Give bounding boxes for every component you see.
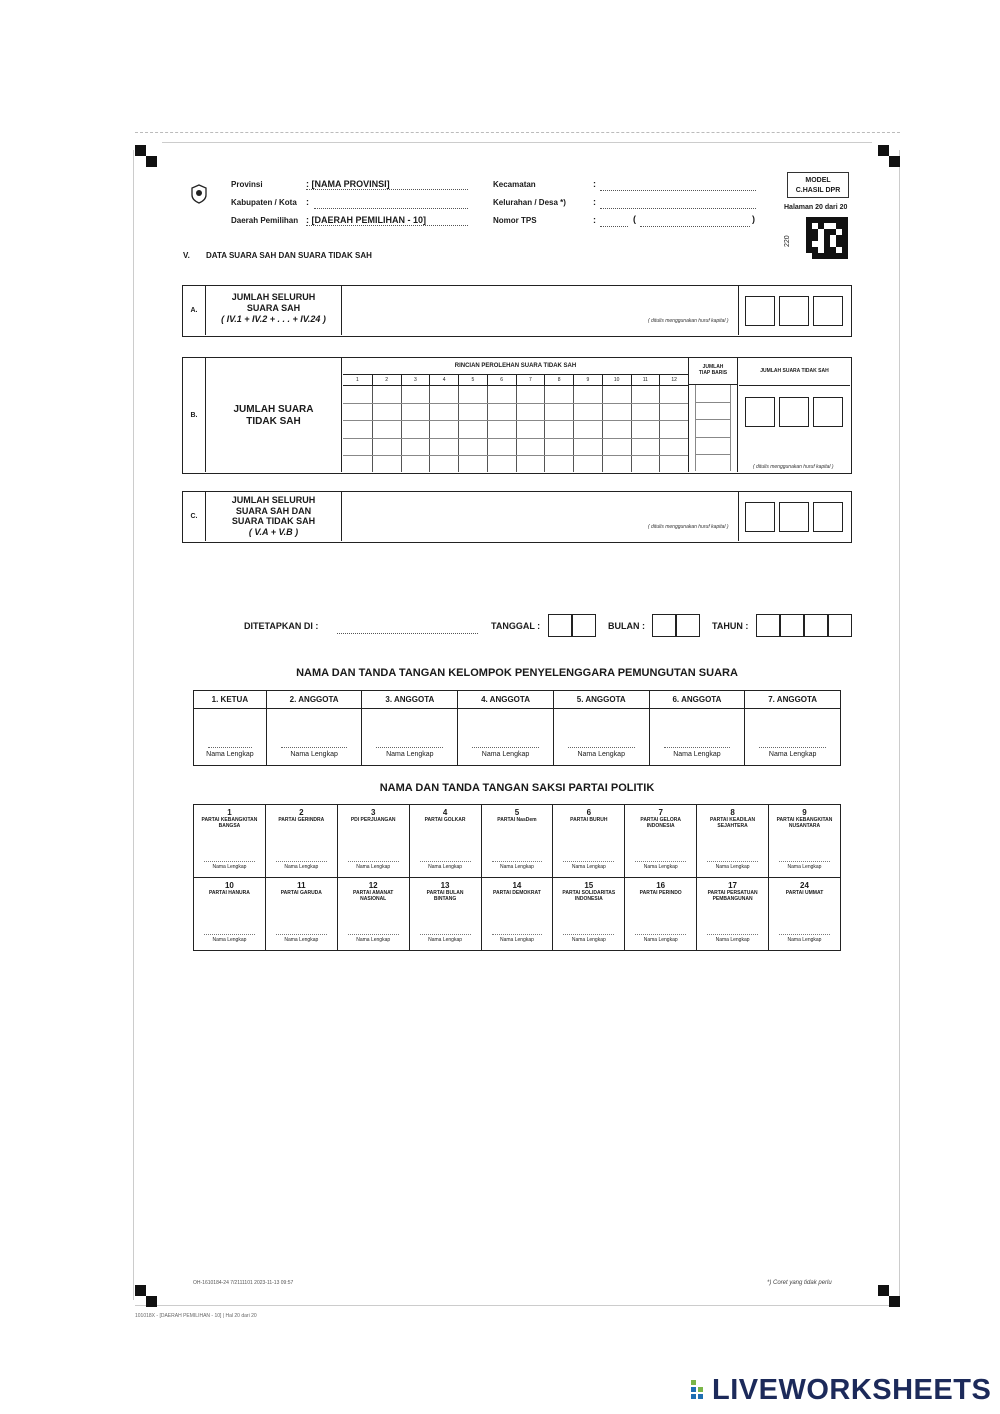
kpps-signature-cell[interactable] — [553, 709, 649, 766]
nama-lengkap-label: Nama Lengkap — [571, 864, 606, 870]
row-a-digit-3[interactable] — [813, 296, 843, 326]
rincian-title: RINCIAN PEROLEHAN SUARA TIDAK SAH — [343, 358, 688, 375]
party-name: PARTAI AMANAT NASIONAL — [353, 890, 394, 902]
jumlah-tiap-hline — [695, 454, 731, 455]
row-b-box — [182, 357, 852, 474]
tps-number-field[interactable] — [600, 216, 628, 227]
party-number: 24 — [800, 881, 809, 890]
row-a-digit-2[interactable] — [779, 296, 809, 326]
row-a-digit-1[interactable] — [745, 296, 775, 326]
row-c-label-4: ( V.A + V.B ) — [248, 526, 299, 537]
saksi-title: NAMA DAN TANDA TANGAN SAKSI PARTAI POLITIK — [379, 782, 655, 794]
halaman-label: Halaman 20 dari 20 — [784, 204, 848, 211]
rincian-grid-hline — [343, 420, 688, 421]
rincian-col-header: 11 — [631, 375, 660, 385]
kpps-signature-cell[interactable] — [745, 709, 841, 766]
frame-left — [133, 150, 134, 1300]
kpps-member-header: 5. ANGGOTA — [553, 691, 649, 709]
row-b-digit-3[interactable] — [813, 397, 843, 427]
party-name: PARTAI BURUH — [570, 817, 608, 823]
saksi-row-1 — [194, 805, 841, 878]
party-number: 1 — [227, 808, 232, 817]
jumlah-tiap-baris — [688, 358, 738, 472]
jumlah-tiap-vline — [730, 385, 731, 471]
saksi-row-2 — [194, 878, 841, 951]
signature-dotted-line — [707, 934, 758, 935]
rincian-col-header: 8 — [544, 375, 573, 385]
party-signature-cell[interactable] — [697, 878, 769, 951]
row-b-digit-1[interactable] — [745, 397, 775, 427]
party-signature-cell[interactable] — [481, 878, 553, 951]
signature-dotted-line — [492, 861, 543, 862]
party-signature-cell[interactable] — [265, 878, 337, 951]
nama-lengkap-label: Nama Lengkap — [787, 937, 822, 943]
nama-lengkap-label: Nama Lengkap — [356, 937, 391, 943]
bulan-label: BULAN : — [608, 621, 645, 631]
kpps-member-header: 3. ANGGOTA — [362, 691, 458, 709]
provinsi-field[interactable]: : [NAMA PROVINSI] — [306, 179, 468, 190]
registration-mark-bottom-right — [878, 1285, 900, 1307]
row-c-label — [206, 492, 342, 541]
kabupaten-label: Kabupaten / Kota — [231, 198, 297, 207]
section-number: V. — [183, 251, 190, 260]
party-name: PARTAI BULAN BINTANG — [426, 890, 464, 902]
tps-colon: : — [593, 215, 596, 225]
row-a-label-3: ( IV.1 + IV.2 + . . . + IV.24 ) — [221, 314, 326, 324]
rincian-grid-vline — [401, 386, 402, 472]
kecamatan-colon: : — [593, 179, 596, 189]
rincian-col-header: 4 — [429, 375, 458, 385]
jumlah-tiap-hline — [695, 437, 731, 438]
kecamatan-field[interactable] — [600, 180, 756, 191]
nama-lengkap-label: Nama Lengkap — [715, 864, 750, 870]
row-c-caption: ( ditulis menggunakan huruf kapital ) — [648, 524, 729, 530]
rincian-grid-hline — [343, 438, 688, 439]
signature-dotted-line — [664, 747, 731, 748]
kpps-member-header: 2. ANGGOTA — [266, 691, 362, 709]
kpps-member-header: 7. ANGGOTA — [745, 691, 841, 709]
row-b-label-2: TIDAK SAH — [246, 416, 301, 427]
jumlah-tiap-hline — [695, 402, 731, 403]
signature-dotted-line — [779, 934, 830, 935]
signature-dotted-line — [376, 747, 443, 748]
nama-lengkap-label: Nama Lengkap — [290, 751, 338, 758]
nama-lengkap-label: Nama Lengkap — [715, 937, 750, 943]
top-dashed-line — [135, 132, 900, 133]
jumlah-tiap-hline — [695, 419, 731, 420]
rincian-tally-area[interactable] — [343, 386, 688, 472]
kelurahan-colon: : — [593, 197, 596, 207]
signature-dotted-line — [563, 861, 614, 862]
party-signature-cell[interactable] — [265, 805, 337, 878]
party-signature-cell[interactable] — [769, 878, 841, 951]
kpps-header-row — [194, 691, 841, 709]
rincian-col-header: 12 — [659, 375, 688, 385]
row-c-label-3: SUARA TIDAK SAH — [231, 516, 316, 526]
tanggal-label: TANGGAL : — [491, 621, 541, 631]
nama-lengkap-label: Nama Lengkap — [787, 864, 822, 870]
liveworksheets-logo-icon — [690, 1378, 710, 1404]
registration-mark-bottom-left — [135, 1285, 157, 1307]
row-a-caption: ( ditulis menggunakan huruf kapital ) — [648, 318, 729, 324]
rincian-col-header: 7 — [516, 375, 545, 385]
party-signature-cell[interactable] — [337, 878, 409, 951]
party-signature-cell[interactable] — [194, 805, 266, 878]
party-number: 14 — [512, 881, 522, 890]
nama-lengkap-label: Nama Lengkap — [212, 937, 247, 943]
signature-dotted-line — [635, 861, 686, 862]
party-signature-cell[interactable] — [553, 805, 625, 878]
jumlah-tiap-vline — [695, 385, 696, 471]
party-signature-cell[interactable] — [625, 878, 697, 951]
party-name: PARTAI DEMOKRAT — [493, 890, 541, 896]
nama-lengkap-label: Nama Lengkap — [571, 937, 606, 943]
nama-lengkap-label: Nama Lengkap — [284, 937, 319, 943]
party-signature-cell[interactable] — [409, 878, 481, 951]
party-number: 16 — [656, 881, 666, 890]
signature-dotted-line — [204, 934, 255, 935]
kpps-signature-cell[interactable] — [458, 709, 554, 766]
party-number: 6 — [586, 808, 592, 817]
party-signature-cell[interactable] — [625, 805, 697, 878]
kpps-table — [193, 690, 841, 766]
party-name: PARTAI HANURA — [208, 890, 250, 896]
row-a-label — [206, 286, 342, 335]
row-a-letter: A. — [183, 286, 206, 335]
watermark-text: LIVEWORKSHEETS — [712, 1374, 992, 1406]
party-name: PARTAI KEBANGKITAN BANGSA — [201, 817, 258, 829]
kpps-signature-cell[interactable] — [266, 709, 362, 766]
nama-lengkap-label: Nama Lengkap — [499, 864, 534, 870]
party-signature-cell[interactable] — [769, 805, 841, 878]
kecamatan-label: Kecamatan — [493, 180, 536, 189]
signature-dotted-line — [635, 934, 686, 935]
kpps-title: NAMA DAN TANDA TANGAN KELOMPOK PENYELENGGARA PEMUNGUTAN SUARA — [296, 667, 738, 679]
party-number: 12 — [368, 881, 378, 890]
party-number: 15 — [584, 881, 594, 890]
row-b-label — [206, 358, 342, 472]
party-name: PARTAI GARUDA — [280, 890, 322, 896]
bulan-box-2[interactable] — [676, 614, 700, 637]
signature-dotted-line — [420, 934, 471, 935]
qr-code-icon — [806, 217, 848, 259]
saksi-table — [193, 804, 841, 951]
signature-dotted-line — [276, 861, 327, 862]
jumlah-tiap-label-2: TIAP BARIS — [698, 370, 728, 376]
row-b-letter: B. — [183, 358, 206, 472]
rincian-col-header: 2 — [372, 375, 401, 385]
party-name: PARTAI GERINDRA — [278, 817, 325, 823]
party-name: PARTAI NasDem — [497, 817, 537, 823]
party-name: PARTAI SOLIDARITAS INDONESIA — [562, 890, 616, 902]
row-a-label-2: SUARA SAH — [246, 303, 301, 313]
provinsi-label: Provinsi — [231, 180, 263, 189]
party-name: PARTAI GELORA INDONESIA — [640, 817, 682, 829]
party-signature-cell[interactable] — [481, 805, 553, 878]
rincian-grid-vline — [659, 386, 660, 472]
row-c-digit-3[interactable] — [813, 502, 843, 532]
bulan-box-1[interactable] — [652, 614, 676, 637]
row-c-divider — [738, 492, 740, 541]
rincian-grid-vline — [458, 386, 459, 472]
nama-lengkap-label: Nama Lengkap — [643, 864, 678, 870]
nama-lengkap-label: Nama Lengkap — [428, 864, 463, 870]
row-c-digit-1[interactable] — [745, 502, 775, 532]
rincian-grid-vline — [429, 386, 430, 472]
model-line-2: C.HASIL DPR — [795, 187, 841, 194]
nama-lengkap-label: Nama Lengkap — [284, 864, 319, 870]
party-name: PARTAI KEADILAN SEJAHTERA — [710, 817, 756, 829]
tps-paren-open: ( — [633, 214, 636, 224]
kabupaten-field[interactable] — [314, 198, 468, 209]
tahun-label: TAHUN : — [712, 621, 749, 631]
rincian-grid-vline — [372, 386, 373, 472]
kpu-emblem-icon — [190, 184, 208, 204]
row-b-digit-2[interactable] — [779, 397, 809, 427]
row-c-digit-2[interactable] — [779, 502, 809, 532]
dapil-field[interactable]: : [DAERAH PEMILIHAN - 10] — [306, 215, 468, 226]
row-a-label-1: JUMLAH SELURUH — [231, 292, 316, 302]
kpps-signature-cell[interactable] — [362, 709, 458, 766]
party-number: 2 — [299, 808, 304, 817]
tahun-box-4[interactable] — [828, 614, 852, 637]
party-signature-cell[interactable] — [409, 805, 481, 878]
kelurahan-field[interactable] — [600, 198, 756, 209]
tanggal-box-1[interactable] — [548, 614, 572, 637]
footer-left-code: OH-1610184-24 7/2111101 2023-11-13 09:57 — [193, 1280, 294, 1286]
nama-lengkap-label: Nama Lengkap — [768, 751, 817, 758]
tps-name-field[interactable] — [640, 216, 750, 227]
row-c-label-1: JUMLAH SELURUH — [231, 495, 316, 505]
page-code: 220 — [784, 235, 791, 247]
party-number: 9 — [802, 808, 807, 817]
signature-dotted-line — [204, 861, 255, 862]
party-number: 11 — [297, 881, 306, 890]
party-number: 3 — [370, 808, 376, 817]
tanggal-box-2[interactable] — [572, 614, 596, 637]
party-number: 7 — [658, 808, 663, 817]
rincian-grid-hline — [343, 455, 688, 456]
signature-dotted-line — [759, 747, 826, 748]
party-signature-cell[interactable] — [553, 878, 625, 951]
party-number: 4 — [442, 808, 448, 817]
registration-mark-top-left — [135, 145, 157, 167]
section-title: DATA SUARA SAH DAN SUARA TIDAK SAH — [206, 251, 372, 260]
nama-lengkap-label: Nama Lengkap — [386, 751, 434, 758]
rincian-grid-vline — [573, 386, 574, 472]
party-number: 5 — [514, 808, 520, 817]
rincian-col-header: 9 — [573, 375, 602, 385]
nama-lengkap-label: Nama Lengkap — [481, 751, 530, 758]
signature-dotted-line — [563, 934, 614, 935]
kpps-signature-cell[interactable] — [649, 709, 745, 766]
signature-dotted-line — [208, 747, 252, 748]
party-name: PARTAI GOLKAR — [424, 817, 466, 823]
party-number: 8 — [730, 808, 735, 817]
row-c-label-2: SUARA SAH DAN — [235, 505, 312, 516]
row-a-divider — [738, 286, 740, 335]
signature-dotted-line — [420, 861, 471, 862]
ditetapkan-field[interactable] — [337, 624, 478, 634]
nama-lengkap-label: Nama Lengkap — [499, 937, 534, 943]
party-number: 13 — [440, 881, 450, 890]
party-name: PARTAI KEBANGKITAN NUSANTARA — [776, 817, 833, 829]
frame-bottom — [135, 1305, 900, 1306]
rincian-col-header: 6 — [487, 375, 516, 385]
signature-dotted-line — [348, 934, 399, 935]
registration-mark-top-right — [878, 145, 900, 167]
signature-dotted-line — [492, 934, 543, 935]
model-line-1: MODEL — [805, 177, 831, 184]
rincian-col-header: 10 — [602, 375, 631, 385]
kelurahan-label: Kelurahan / Desa *) — [493, 198, 566, 207]
footer-note: *) Coret yang tidak perlu — [767, 1280, 832, 1286]
row-c-box — [182, 491, 852, 543]
rincian-col-header: 5 — [458, 375, 487, 385]
tps-paren-close: ) — [752, 214, 755, 224]
rincian-grid-vline — [516, 386, 517, 472]
signature-dotted-line — [568, 747, 635, 748]
jumlah-tiap-label-1: JUMLAH — [702, 364, 724, 370]
model-box — [787, 172, 849, 198]
rincian-col-header: 3 — [401, 375, 430, 385]
party-name: PARTAI PERINDO — [639, 890, 682, 896]
signature-dotted-line — [779, 861, 830, 862]
party-name: PARTAI PERSATUAN PEMBANGUNAN — [707, 890, 758, 902]
kpps-signature-cell[interactable] — [194, 709, 267, 766]
row-c-letter: C. — [183, 492, 206, 541]
nama-lengkap-label: Nama Lengkap — [428, 937, 463, 943]
rincian-col-header: 1 — [355, 377, 359, 383]
nama-lengkap-label: Nama Lengkap — [673, 751, 721, 758]
party-name: PARTAI UMMAT — [785, 890, 824, 896]
row-b-caption: ( ditulis menggunakan huruf kapital ) — [753, 464, 834, 470]
kabupaten-colon: : — [306, 197, 309, 207]
dapil-label: Daerah Pemilihan — [231, 216, 299, 225]
tps-label: Nomor TPS — [493, 216, 537, 225]
row-b-label-1: JUMLAH SUARA — [233, 404, 314, 415]
rincian-column-headers — [343, 375, 688, 386]
jumlah-tiap-header — [689, 358, 737, 385]
nama-lengkap-label: Nama Lengkap — [212, 864, 247, 870]
kpps-signature-row — [194, 709, 841, 766]
signature-dotted-line — [472, 747, 539, 748]
signature-dotted-line — [707, 861, 758, 862]
nama-lengkap-label: Nama Lengkap — [356, 864, 391, 870]
kpps-member-header: 1. KETUA — [194, 691, 267, 709]
frame-top — [162, 142, 872, 143]
rincian-grid-vline — [602, 386, 603, 472]
signature-dotted-line — [348, 861, 399, 862]
tahun-box-2[interactable] — [780, 614, 804, 637]
signature-dotted-line — [281, 747, 348, 748]
party-name: PDI PERJUANGAN — [350, 817, 396, 823]
rincian-grid-hline — [343, 403, 688, 404]
party-number: 10 — [224, 881, 234, 890]
rincian-grid-vline — [631, 386, 632, 472]
nama-lengkap-label: Nama Lengkap — [206, 751, 254, 758]
tahun-box-3[interactable] — [804, 614, 828, 637]
nama-lengkap-label: Nama Lengkap — [643, 937, 678, 943]
party-signature-cell[interactable] — [194, 878, 266, 951]
footer-bottom-line: 101018X - [DAERAH PEMILIHAN - 10] | Hal 20 dari 20 — [135, 1313, 257, 1319]
kpps-member-header: 4. ANGGOTA — [458, 691, 554, 709]
jumlah-tidak-sah-header: JUMLAH SUARA TIDAK SAH — [739, 358, 850, 386]
party-number: 17 — [728, 881, 738, 890]
tahun-box-1[interactable] — [756, 614, 780, 637]
kpps-member-header: 6. ANGGOTA — [649, 691, 745, 709]
rincian-grid — [343, 358, 688, 472]
jumlah-tiap-cells[interactable] — [689, 385, 737, 471]
rincian-grid-vline — [544, 386, 545, 472]
signature-dotted-line — [276, 934, 327, 935]
nama-lengkap-label: Nama Lengkap — [577, 751, 625, 758]
rincian-grid-vline — [487, 386, 488, 472]
row-a-box — [182, 285, 852, 337]
party-signature-cell[interactable] — [337, 805, 409, 878]
frame-right — [899, 150, 900, 1300]
party-signature-cell[interactable] — [697, 805, 769, 878]
ditetapkan-label: DITETAPKAN DI : — [244, 621, 319, 631]
